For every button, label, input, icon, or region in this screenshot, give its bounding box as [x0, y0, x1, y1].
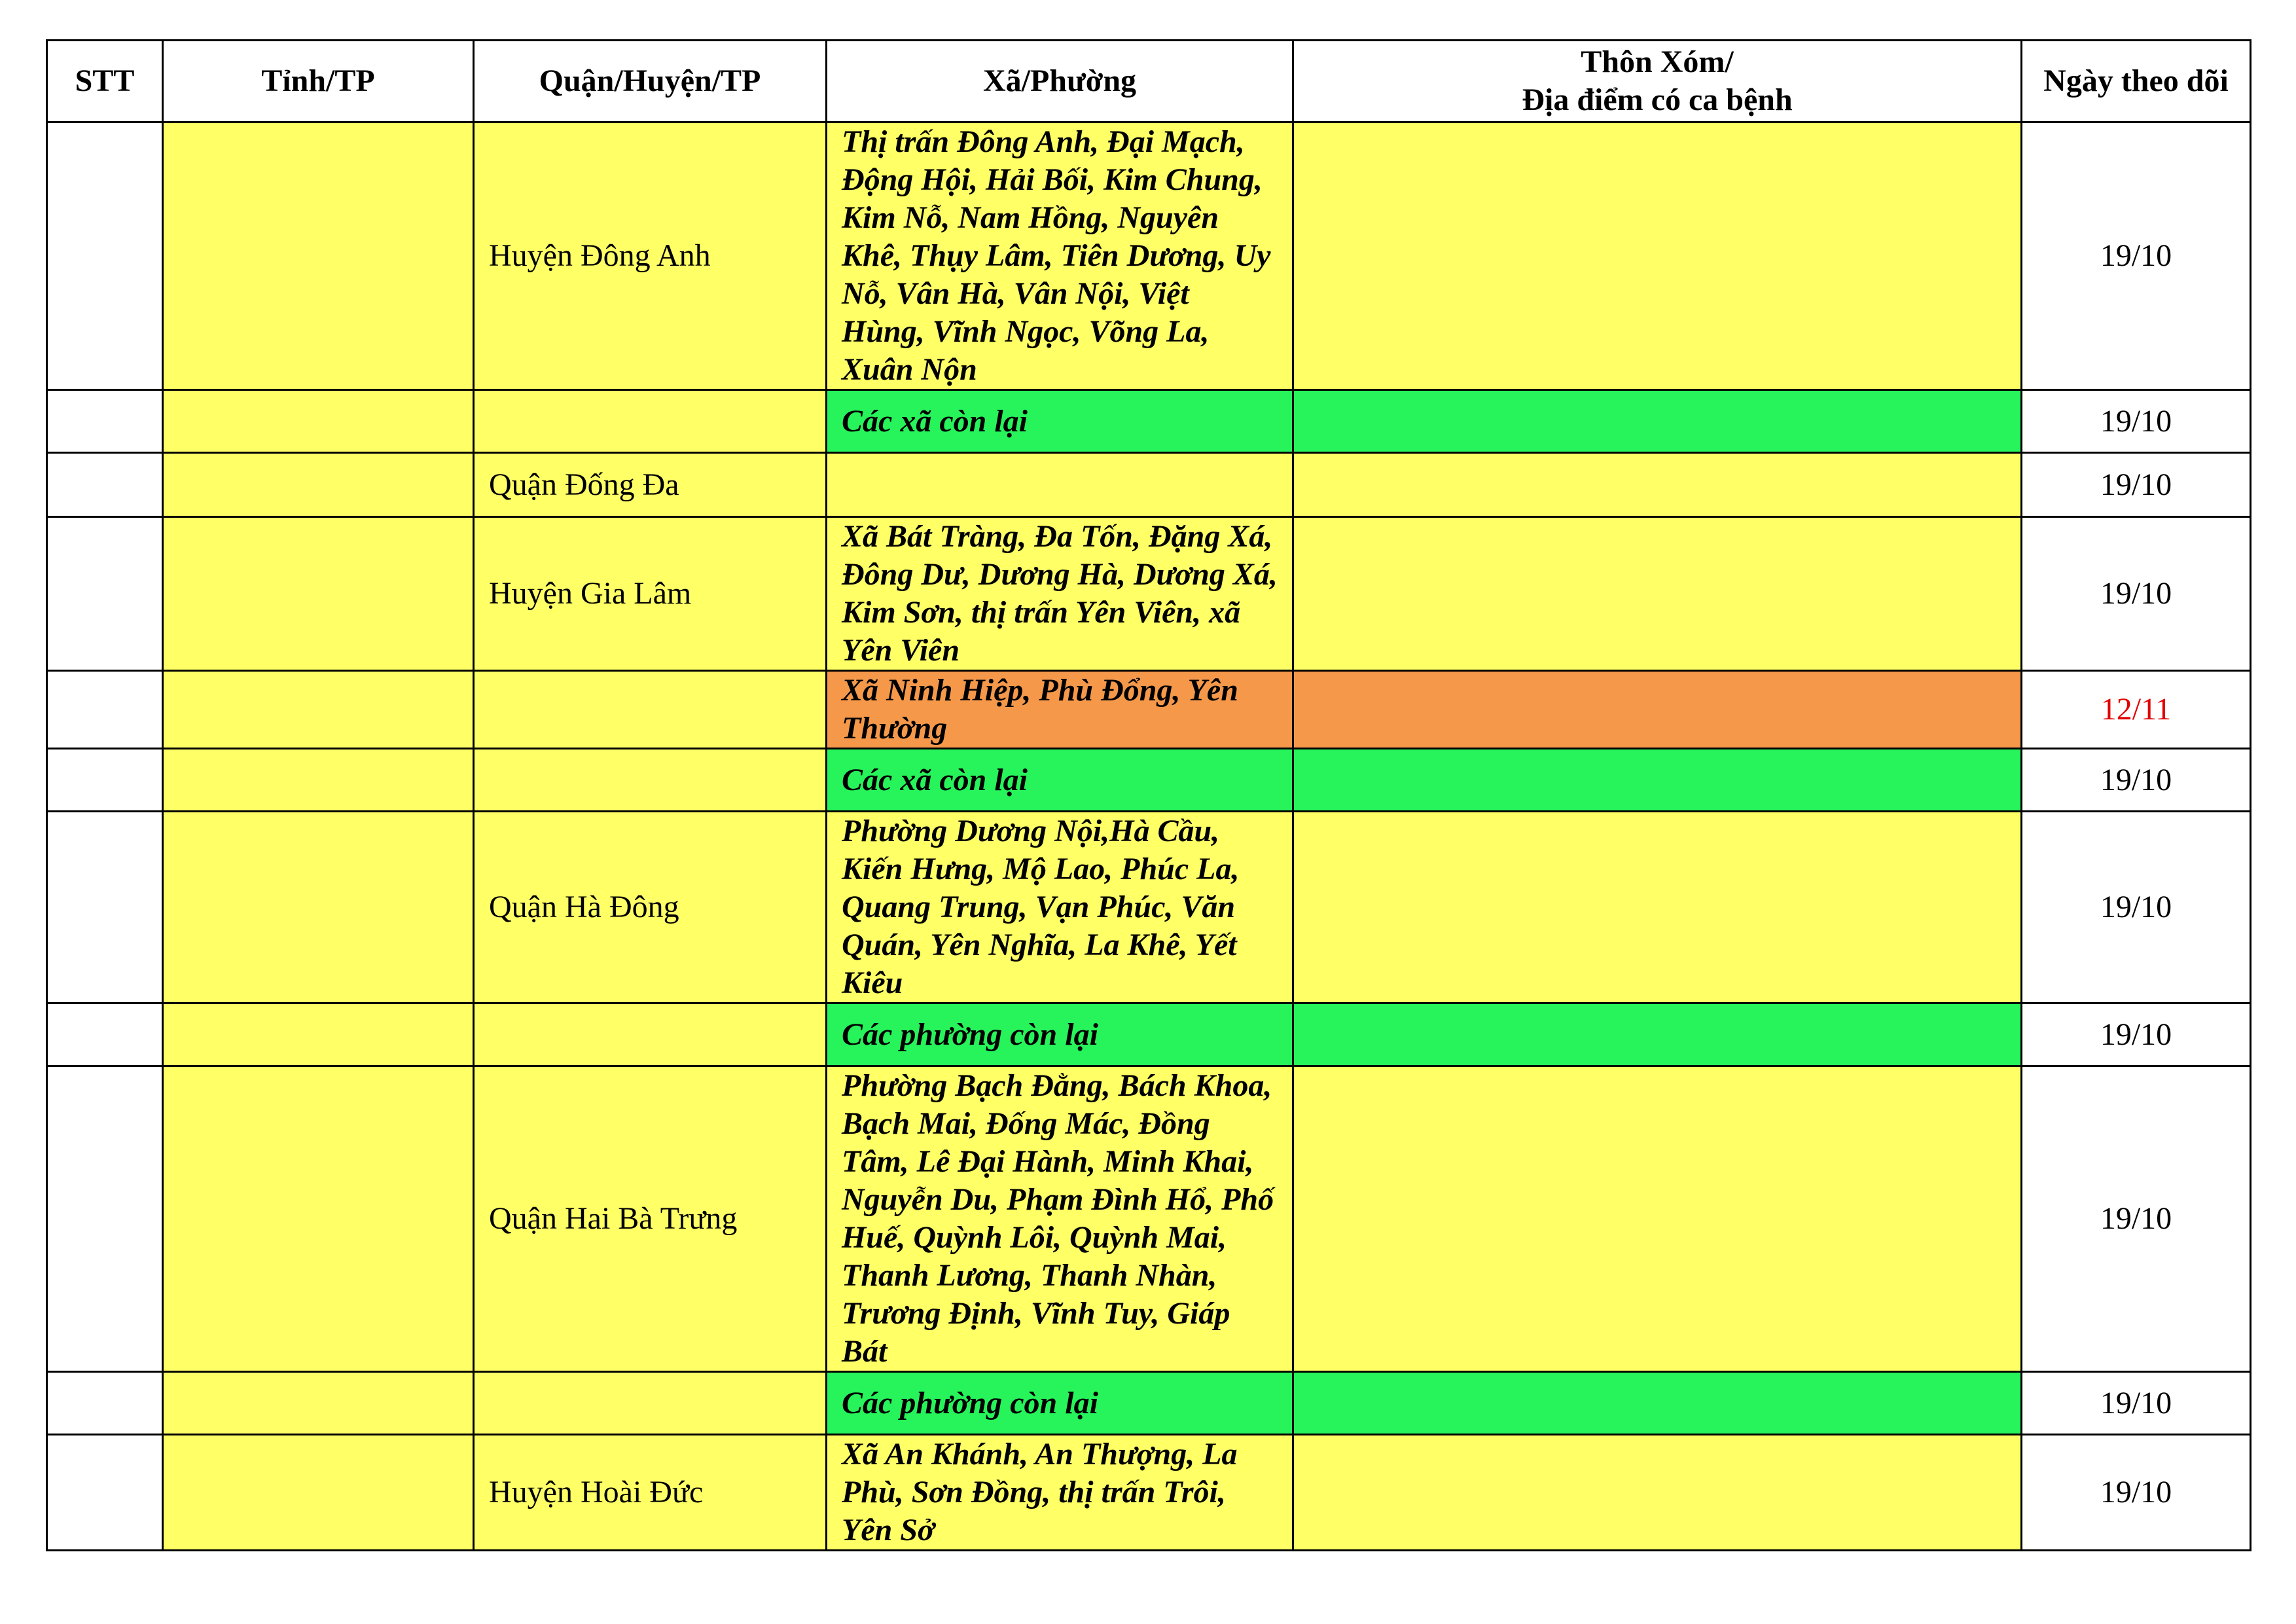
cell-tinh-tp [163, 1372, 474, 1435]
cell-tinh-tp [163, 122, 474, 390]
cell-ngay-theo-doi [2022, 812, 2251, 1003]
table-row [47, 517, 2251, 671]
date-value: 19/10 [2100, 1201, 2172, 1236]
cell-xa-phuong: Các phường còn lại [827, 1003, 1293, 1066]
header-thon-xom-line2: Địa điểm có ca bệnh [1522, 82, 1793, 117]
cell-tinh-tp [163, 1435, 474, 1551]
cell-stt [47, 812, 163, 1003]
cell-xa-phuong: Xã An Khánh, An Thượng, La Phù, Sơn Đồng, thị trấn Trôi, Yên Sở [827, 1435, 1293, 1551]
header-xa-phuong: Xã/Phường [827, 41, 1293, 122]
cell-tinh-tp [163, 453, 474, 517]
cell-quan-huyen [474, 1003, 827, 1066]
cell-tinh-tp [163, 517, 474, 671]
cell-quan-huyen: Huyện Gia Lâm [474, 517, 827, 671]
cell-ngay-theo-doi [2022, 749, 2251, 812]
cell-ngay-theo-doi [2022, 1066, 2251, 1372]
cell-stt [47, 749, 163, 812]
cell-ngay-theo-doi [2022, 122, 2251, 390]
date-value: 19/10 [2100, 238, 2172, 273]
table-row [47, 749, 2251, 812]
cell-ngay-theo-doi [2022, 517, 2251, 671]
cell-stt [47, 1372, 163, 1435]
header-row [47, 41, 2251, 122]
cell-tinh-tp [163, 671, 474, 749]
table-row [47, 1003, 2251, 1066]
cell-thon-xom [1293, 1003, 2022, 1066]
cell-ngay-theo-doi [2022, 1435, 2251, 1551]
date-value: 19/10 [2100, 890, 2172, 924]
covid-risk-table [46, 39, 2251, 1551]
date-value: 19/10 [2100, 1385, 2172, 1420]
cell-stt [47, 1003, 163, 1066]
cell-xa-phuong: Phường Bạch Đằng, Bách Khoa, Bạch Mai, Đống Mác, Đồng Tâm, Lê Đại Hành, Minh Khai, Nguyễn Du, Phạm Đình Hổ, Phố Huế, Quỳnh Lôi, Quỳnh Mai, Thanh Lương, Thanh Nhàn, Trương Định, Vĩnh Tuy, Giáp Bát [827, 1066, 1293, 1372]
cell-quan-huyen [474, 390, 827, 453]
cell-ngay-theo-doi [2022, 671, 2251, 749]
header-stt: STT [47, 41, 163, 122]
cell-thon-xom [1293, 812, 2022, 1003]
cell-xa-phuong: Các xã còn lại [827, 390, 1293, 453]
cell-thon-xom [1293, 1066, 2022, 1372]
cell-stt [47, 453, 163, 517]
date-value: 19/10 [2100, 1475, 2172, 1509]
cell-xa-phuong: Các xã còn lại [827, 749, 1293, 812]
cell-thon-xom [1293, 122, 2022, 390]
table-row [47, 122, 2251, 390]
date-value: 19/10 [2100, 576, 2172, 611]
table-row [47, 1435, 2251, 1551]
cell-stt [47, 1066, 163, 1372]
cell-tinh-tp [163, 1003, 474, 1066]
date-value-highlighted: 12/11 [2100, 692, 2172, 727]
cell-thon-xom [1293, 1435, 2022, 1551]
date-value: 19/10 [2100, 1017, 2172, 1052]
table-row [47, 1372, 2251, 1435]
cell-ngay-theo-doi [2022, 1003, 2251, 1066]
table-row [47, 390, 2251, 453]
cell-thon-xom [1293, 671, 2022, 749]
cell-tinh-tp [163, 390, 474, 453]
cell-thon-xom [1293, 517, 2022, 671]
header-thon-xom [1293, 41, 2022, 122]
cell-xa-phuong: Các phường còn lại [827, 1372, 1293, 1435]
table-row [47, 453, 2251, 517]
header-quan-huyen-tp: Quận/Huyện/TP [474, 41, 827, 122]
date-value: 19/10 [2100, 467, 2172, 502]
date-value: 19/10 [2100, 403, 2172, 439]
cell-ngay-theo-doi [2022, 390, 2251, 453]
cell-quan-huyen [474, 1372, 827, 1435]
cell-stt [47, 122, 163, 390]
cell-xa-phuong: Xã Ninh Hiệp, Phù Đổng, Yên Thường [827, 671, 1293, 749]
cell-tinh-tp [163, 1066, 474, 1372]
cell-thon-xom [1293, 1372, 2022, 1435]
cell-stt [47, 671, 163, 749]
cell-quan-huyen: Quận Đống Đa [474, 453, 827, 517]
cell-stt [47, 390, 163, 453]
cell-stt [47, 1435, 163, 1551]
cell-quan-huyen: Quận Hai Bà Trưng [474, 1066, 827, 1372]
table-row [47, 812, 2251, 1003]
cell-ngay-theo-doi [2022, 453, 2251, 517]
cell-xa-phuong: Phường Dương Nội,Hà Cầu, Kiến Hưng, Mộ Lao, Phúc La, Quang Trung, Vạn Phúc, Văn Quán, Yên Nghĩa, La Khê, Yết Kiêu [827, 812, 1293, 1003]
cell-quan-huyen: Quận Hà Đông [474, 812, 827, 1003]
cell-tinh-tp [163, 749, 474, 812]
header-thon-xom-line1: Thôn Xóm/ [1581, 45, 1734, 79]
table-row [47, 671, 2251, 749]
cell-tinh-tp [163, 812, 474, 1003]
cell-thon-xom [1293, 749, 2022, 812]
cell-thon-xom [1293, 390, 2022, 453]
cell-quan-huyen [474, 671, 827, 749]
cell-xa-phuong: Xã Bát Tràng, Đa Tốn, Đặng Xá, Đông Dư, Dương Hà, Dương Xá, Kim Sơn, thị trấn Yên Viên, xã Yên Viên [827, 517, 1293, 671]
cell-xa-phuong: Thị trấn Đông Anh, Đại Mạch, Động Hội, Hải Bối, Kim Chung, Kim Nỗ, Nam Hồng, Nguyên Khê, Thụy Lâm, Tiên Dương, Uy Nỗ, Vân Hà, Vân Nội, Việt Hùng, Vĩnh Ngọc, Võng La, Xuân Nộn [827, 122, 1293, 390]
cell-thon-xom [1293, 453, 2022, 517]
header-tinh-tp: Tỉnh/TP [163, 41, 474, 122]
header-ngay-theo-doi: Ngày theo dõi [2022, 41, 2251, 122]
cell-xa-phuong [827, 453, 1293, 517]
cell-quan-huyen [474, 749, 827, 812]
table-row [47, 1066, 2251, 1372]
date-value: 19/10 [2100, 762, 2172, 797]
cell-quan-huyen: Huyện Hoài Đức [474, 1435, 827, 1551]
cell-quan-huyen: Huyện Đông Anh [474, 122, 827, 390]
cell-ngay-theo-doi [2022, 1372, 2251, 1435]
cell-stt [47, 517, 163, 671]
